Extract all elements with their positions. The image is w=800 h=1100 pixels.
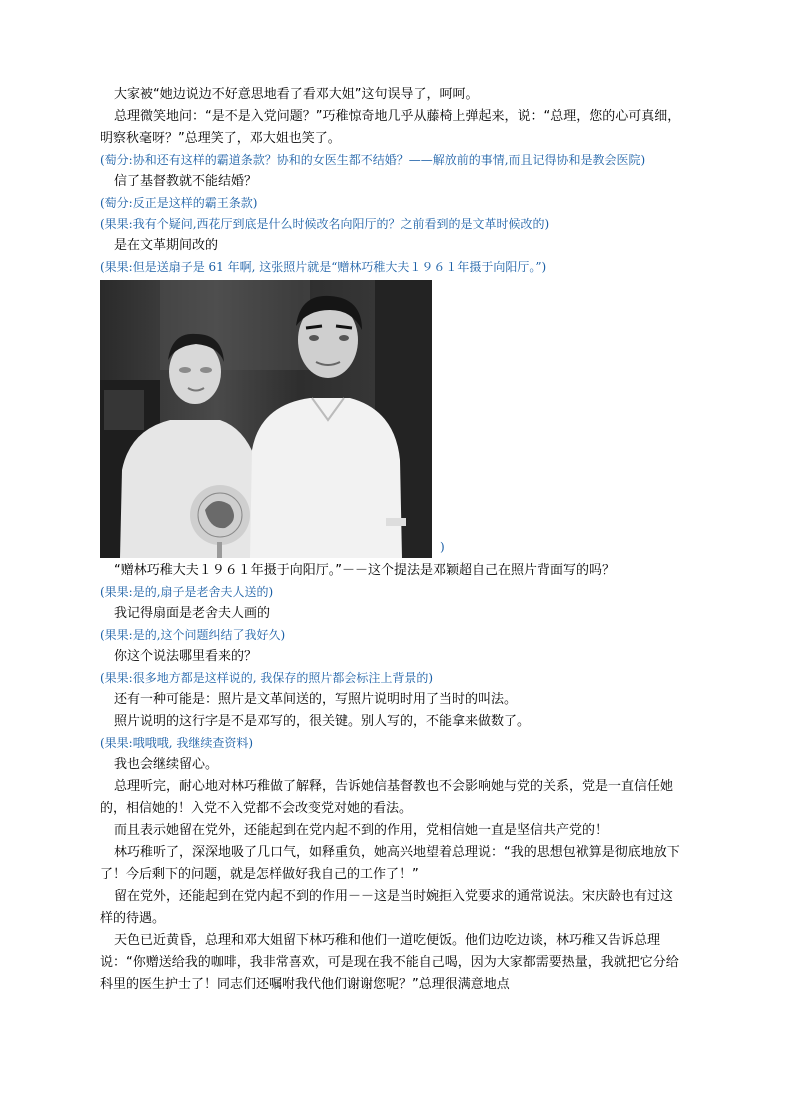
paragraph: 林巧稚听了，深深地吸了几口气，如释重负，她高兴地望着总理说：“我的思想包袱算是彻底地放下了！今后剩下的问题，就是怎样做好我自己的工作了！”: [100, 845, 680, 882]
comment-line: (果果:是的,这个问题纠结了我好久): [100, 628, 286, 642]
paragraph: 我也会继续留心。: [114, 757, 219, 772]
comment-line: (果果:我有个疑问,西花厅到底是什么时候改名向阳厅的？之前看到的是文革时候改的): [100, 217, 550, 231]
paragraph: “赠林巧稚大夫１９６１年摄于向阳厅。”－－这个提法是邓颖超自己在照片背面写的吗？: [114, 563, 615, 578]
paragraphs-before-photo: [100, 84, 682, 278]
photo-row: [100, 280, 682, 558]
comment-line: (果果:但是送扇子是 61 年啊, 这张照片就是“赠林巧稚大夫１９６１年摄于向阳厅。”): [100, 260, 547, 274]
photo-close-paren: ): [440, 540, 445, 554]
photo-illustration: [100, 280, 432, 558]
paragraph: 我记得扇面是老舍夫人画的: [114, 606, 271, 621]
document-page: [100, 84, 682, 996]
comment-line: (果果:哦哦哦, 我继续查资料): [100, 736, 254, 750]
paragraph: 你这个说法哪里看来的？: [114, 649, 258, 664]
comment-line: (萄分:协和还有这样的霸道条款？协和的女医生都不结婚？——解放前的事情,而且记得协和是教会医院): [100, 153, 646, 167]
paragraph: 天色已近黄昏，总理和邓大姐留下林巧稚和他们一道吃便饭。他们边吃边谈，林巧稚又告诉总理说：“你赠送给我的咖啡，我非常喜欢，可是现在我不能自己喝，因为大家都需要热量，我就把它分给科里的医生护士了！同志们还嘱咐我代他们谢谢您呢？”总理很满意地点: [100, 933, 679, 992]
paragraph: 总理微笑地问：“是不是入党问题？”巧稚惊奇地几乎从藤椅上弹起来，说：“总理，您的心可真细，明察秋毫呀？”总理笑了，邓大姐也笑了。: [100, 109, 681, 146]
portrait-photo: [100, 280, 432, 558]
comment-line: (果果:很多地方都是这样说的, 我保存的照片都会标注上背景的): [100, 671, 434, 685]
paragraph: 是在文革期间改的: [114, 238, 219, 253]
paragraph: 还有一种可能是：照片是文革间送的，写照片说明时用了当时的叫法。: [114, 692, 518, 707]
comment-line: (果果:是的,扇子是老舍夫人送的): [100, 585, 274, 599]
paragraphs-after-photo: [100, 560, 682, 996]
paragraph: 总理听完，耐心地对林巧稚做了解释，告诉她信基督教也不会影响她与党的关系，党是一直信任她的，相信她的！入党不入党都不会改变党对她的看法。: [100, 779, 674, 816]
comment-line: (萄分:反正是这样的霸王条款): [100, 196, 258, 210]
paragraph: 而且表示她留在党外，还能起到在党内起不到的作用，党相信她一直是坚信共产党的！: [114, 823, 609, 838]
paragraph: 信了基督教就不能结婚？: [114, 174, 258, 189]
paragraph: 留在党外，还能起到在党内起不到的作用－－这是当时婉拒入党要求的通常说法。宋庆龄也有过这样的待遇。: [100, 889, 674, 926]
paragraph: 大家被“她边说边不好意思地看了看邓大姐”这句误导了，呵呵。: [114, 87, 479, 102]
paragraph: 照片说明的这行字是不是邓写的，很关键。别人写的，不能拿来做数了。: [114, 714, 531, 729]
